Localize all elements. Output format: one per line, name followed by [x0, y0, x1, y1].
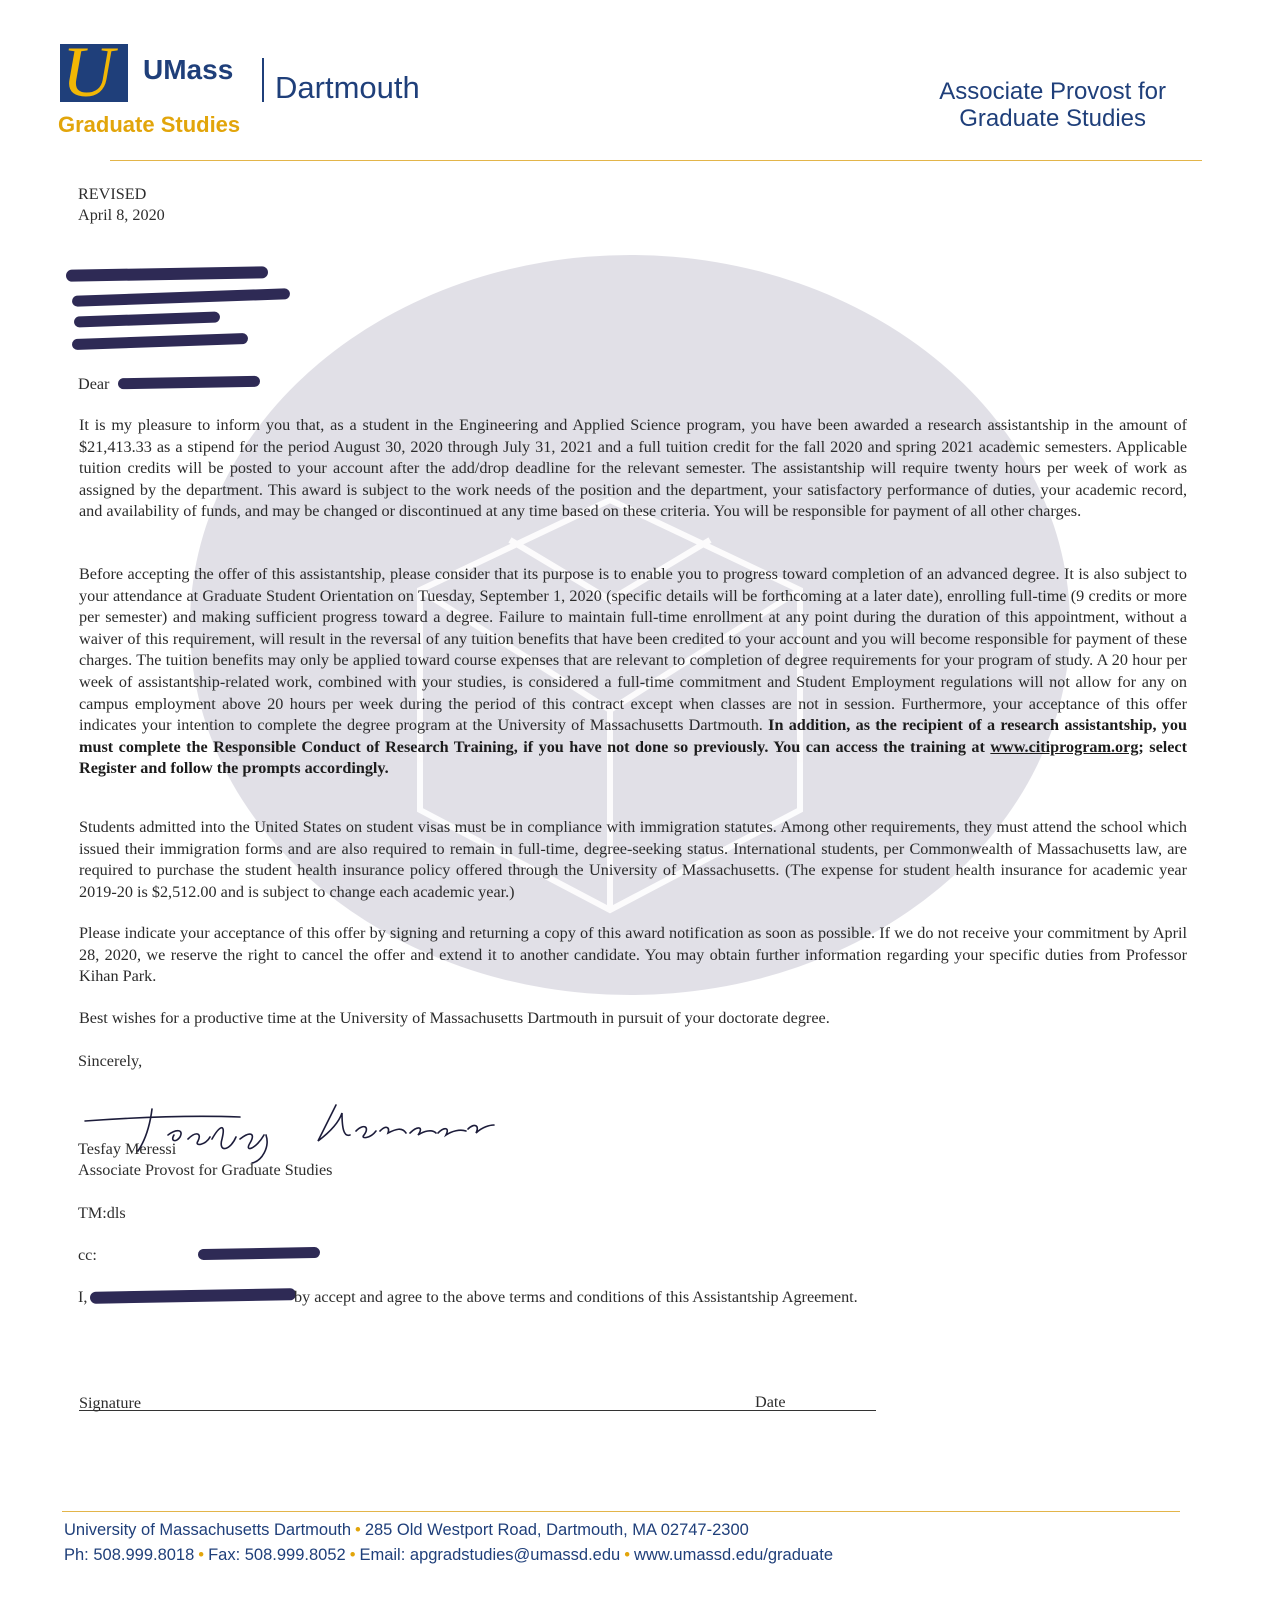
- date-label: Date: [755, 1393, 786, 1411]
- signatory-name: Tesfay Meressi: [78, 1140, 177, 1158]
- header-rule: [110, 160, 1202, 161]
- salutation: Dear: [78, 375, 110, 393]
- umass-logo: [60, 44, 128, 102]
- campus-name: Dartmouth: [275, 70, 420, 105]
- rcr-requirement: In addition, as the recipient of a research assistantship, you must complete the Responsible Conduct of Research Training, if you have not done so previously. You can access the training at: [79, 716, 1187, 756]
- footer-separator: •: [355, 1521, 361, 1539]
- footer-rule: [62, 1511, 1180, 1512]
- footer-phone: Ph: 508.999.8018: [64, 1546, 195, 1564]
- conditions-text: Before accepting the offer of this assistantship, please consider that its purpose is to enable you to progress toward completion of an advanced degree. It is also subject to your attendance at Graduate Student Orientation on Tuesday, September 1, 2020 (specific details will be forthcoming at a later date), enrolling full-time (9 credits or more per semester) and making sufficient progress toward a degree. Failure to maintain full-time enrollment at any point during the duration of this appointment, without a waiver of this requirement, will result in the reversal of any tuition benefits that have been credited to your account and you will become responsible for payment of these charges. The tuition benefits may only be applied toward course expenses that are relevant to completion of degree requirements for your program of study. A 20 hour per week of assistantship-related work, combined with your studies, is considered a full-time commitment and Student Employment regulations will not allow for any on campus employment above 20 hours per week during the period of this contract except when classes are not in session. Furthermore, your acceptance of this offer indicates your intention to complete the degree program at the University of Massachusetts Dartmouth.: [79, 565, 1187, 735]
- closing-sincerely: Sincerely,: [78, 1052, 143, 1070]
- paragraph-immigration: Students admitted into the United States on student visas must be in compliance with immigration statutes. Among other requirements, they must attend the school which issued their immigration forms and are also required to remain in full-time, degree-seeking status. International students, per Commonwealth of Massachusetts law, are required to purchase the student health insurance policy offered through the University of Massachusetts. (The expense for student health insurance for academic year 2019-20 is $2,512.00 and is subject to change each academic year.): [79, 818, 1187, 901]
- paragraph-award: It is my pleasure to inform you that, as a student in the Engineering and Applied Science program, you have been awarded a research assistantship in the amount of $21,413.33 as a stipend for the period August 30, 2020 through July 31, 2021 and a full tuition credit for the fall 2020 and spring 2021 academic semesters. Applicable tuition credits will be posted to your account after the add/drop deadline for the relevant semester. The assistantship will require twenty hours per week of work as assigned by the department. This award is subject to the work needs of the position and the department, your satisfactory performance of duties, your academic record, and availability of funds, and may be changed or discontinued at any time based on these criteria. You will be responsible for payment of all other charges.: [79, 416, 1187, 521]
- office-title-line-2: Graduate Studies: [959, 105, 1147, 132]
- citi-program-link[interactable]: www.citiprogram.org: [990, 737, 1139, 756]
- redacted-city: [74, 311, 220, 327]
- office-title: [939, 78, 1166, 132]
- footer-separator: •: [349, 1546, 356, 1564]
- redacted-addressee: [118, 376, 260, 389]
- letter-date: April 8, 2020: [78, 206, 165, 224]
- redacted-student-name: [90, 1288, 296, 1304]
- redacted-name: [66, 266, 268, 282]
- footer-separator: •: [198, 1546, 205, 1564]
- footer-university: University of Massachusetts Dartmouth: [64, 1521, 352, 1539]
- acceptance-statement: by accept and agree to the above terms and conditions of this Assistantship Agreement.: [294, 1288, 858, 1306]
- footer-website[interactable]: www.umassd.edu/graduate: [633, 1546, 834, 1564]
- brand-name: UMass: [143, 54, 234, 85]
- footer-email[interactable]: Email: apgradstudies@umassd.edu: [359, 1546, 621, 1564]
- redacted-street: [72, 288, 290, 307]
- redacted-cc: [198, 1247, 320, 1260]
- footer-address-line: [64, 1521, 749, 1540]
- revised-label: REVISED: [78, 185, 147, 203]
- signatory-title: Associate Provost for Graduate Studies: [78, 1161, 333, 1179]
- paragraph-acceptance: Please indicate your acceptance of this offer by signing and returning a copy of this award notification as soon as possible. If we do not receive your commitment by April 28, 2020, we reserve the right to cancel the offer and extend it to another candidate. You may obtain further information regarding your specific duties from Professor Kihan Park.: [79, 924, 1187, 986]
- footer-contact-line: [64, 1546, 833, 1565]
- signature-label: Signature: [79, 1394, 142, 1412]
- paragraph-best-wishes: Best wishes for a productive time at the University of Massachusetts Dartmouth in pursuit of your doctorate degree.: [79, 1009, 830, 1027]
- redacted-postal: [72, 333, 248, 350]
- footer-address: 285 Old Westport Road, Dartmouth, MA 02747-2300: [364, 1521, 749, 1539]
- paragraph-conditions: [79, 564, 1187, 780]
- cc-label: cc:: [78, 1246, 97, 1264]
- acceptance-start: I,: [78, 1288, 88, 1306]
- footer-fax: Fax: 508.999.8052: [208, 1546, 346, 1564]
- unit-name: Graduate Studies: [58, 112, 241, 137]
- footer-separator: •: [624, 1546, 630, 1564]
- typist-initials: TM:dls: [78, 1204, 126, 1222]
- rcr-instructions: ; select Register and follow the prompts accordingly.: [79, 737, 1188, 778]
- logo-letter: U: [62, 44, 114, 102]
- office-title-line-1: Associate Provost for: [939, 78, 1166, 105]
- brand-divider: [262, 58, 264, 102]
